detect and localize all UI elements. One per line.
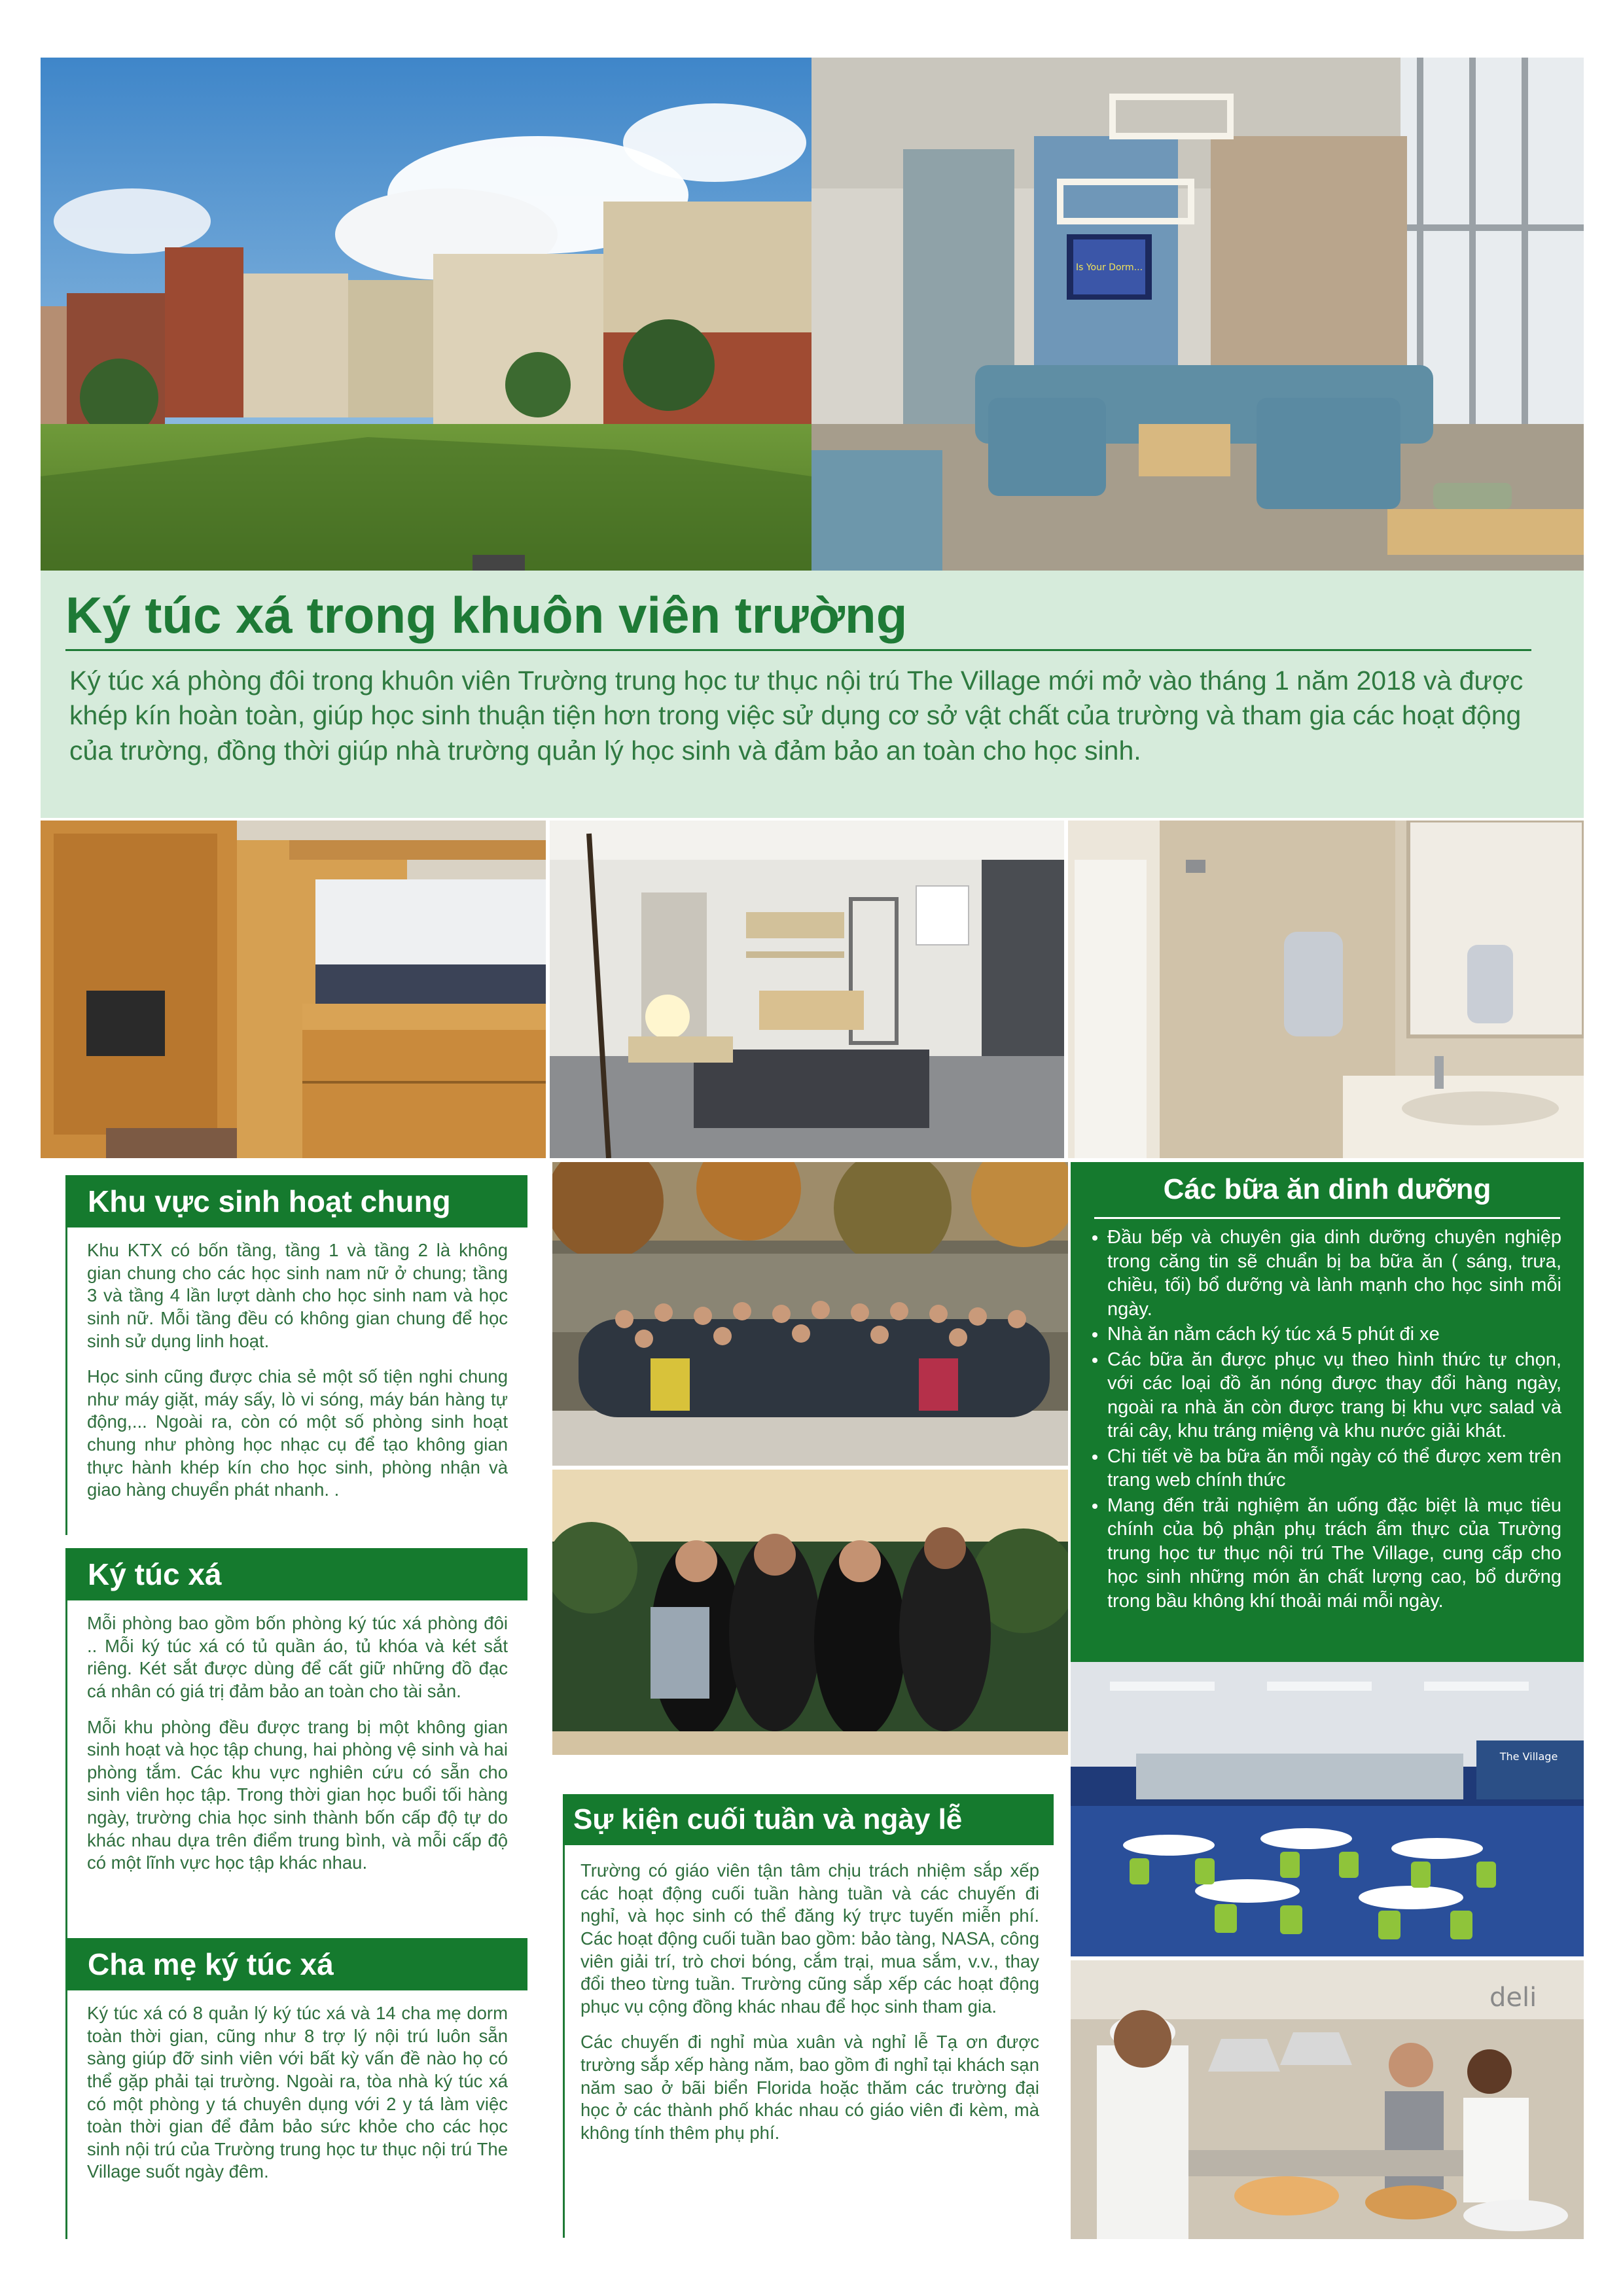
parents-header: Cha mẹ ký túc xá xyxy=(65,1938,527,1990)
study-area-photo xyxy=(550,821,1064,1158)
meals-list-item: • Nhà ăn nằm cách ký túc xá 5 phút đi xe xyxy=(1107,1322,1561,1347)
deli-sign-text: deli xyxy=(1489,1983,1537,2013)
events-text xyxy=(563,1845,1054,2238)
meals-list-item: • Mang đến trải nghiệm ăn uống đặc biệt là mục tiêu chính của bộ phận phụ trách ẩm thực của Trường trung học tư thục nội trú The Village, cung cấp cho học sinh những món ăn chất lượng cao, bổ dưỡng trong bầu không khí thoải mái mỗi ngày. xyxy=(1107,1494,1561,1614)
parents-paragraph-1: Ký túc xá có 8 quản lý ký túc xá và 14 cha mẹ dorm toàn thời gian, cũng như 8 trợ lý nội trú luôn sẵn sàng giúp đỡ sinh viên với bất kỳ vấn đề nào họ có thể gặp phải tại trường. Ngoài ra, tòa nhà ký túc xá có một phòng y tá chuyên dụng với 2 y tá làm việc toàn thời gian để đảm bảo sức khỏe cho các học sinh nội trú của Trường trung học tư thục nội trú The Village suốt ngày đêm. xyxy=(87,2003,508,2182)
bathroom-photo xyxy=(1068,821,1584,1158)
events-header: Sự kiện cuối tuần và ngày lễ xyxy=(563,1794,1054,1845)
dining-hall-photo xyxy=(1071,1662,1584,1956)
events-paragraph-2: Các chuyến đi nghỉ mùa xuân và nghỉ lễ Tạ ơn được trường sắp xếp hàng năm, bao gồm đi nghỉ tại khách sạn năm sao ở bãi biển Florida hoặc thăm các trường đại học ở các thành phố khác nhau có giáo viên đi kèm, mà không tính thêm phụ phí. xyxy=(580,2032,1039,2144)
meals-list xyxy=(1071,1226,1584,1614)
meals-list-item: • Các bữa ăn được phục vụ theo hình thức tự chọn, với các loại đồ ăn nóng được thay đổi hàng ngày, ngoài ra nhà ăn còn được trang bị khu vực salad và trái cây, khu tráng miệng và khu nước giải khát. xyxy=(1107,1348,1561,1443)
parents-text xyxy=(65,1990,527,2239)
meals-header: Các bữa ăn dinh dưỡng xyxy=(1071,1162,1584,1217)
common-area-paragraph-1: Khu KTX có bốn tầng, tầng 1 và tầng 2 là không gian chung cho các học sinh nam nữ ở chung; tầng 3 và tầng 4 lần lượt dành cho học sinh nam và học sinh nữ. Mỗi tầng đều có không gian chung để học sinh sử dụng linh hoạt. xyxy=(87,1240,508,1351)
tv-screen-text: Is Your Dorm... xyxy=(1075,262,1143,273)
meals-section xyxy=(1071,1162,1584,1662)
cafeteria-serving-photo xyxy=(1071,1960,1584,2239)
common-area-text xyxy=(65,1227,527,1535)
dorm-text xyxy=(65,1600,527,1941)
dorm-paragraph-2: Mỗi khu phòng đều được trang bị một không gian sinh hoạt và học tập chung, hai phòng vệ sinh và hai phòng tắm. Các khu vực nghiên cứu có sẵn cho sinh viên học tập. Trong thời gian học buổi tối hàng ngày, trường chia học sinh thành bốn cấp độ tự do khác nhau dựa trên điểm trung bình, và mỗi cấp độ có một lĩnh vực học tập khác nhau. xyxy=(87,1716,508,1873)
campus-exterior-photo xyxy=(41,58,812,571)
village-sign-text: The Village xyxy=(1499,1750,1558,1763)
lounge-photo xyxy=(812,58,1584,571)
meals-list-item: • Chi tiết về ba bữa ăn mỗi ngày có thể được xem trên trang web chính thức xyxy=(1107,1445,1561,1492)
dorm-paragraph-1: Mỗi phòng bao gồm bốn phòng ký túc xá phòng đôi .. Mỗi ký túc xá có tủ quần áo, tủ khóa và két sắt riêng. Két sắt được dùng để cất giữ những đồ đạc cá nhân có giá trị đảm bảo an toàn cho tài sản. xyxy=(87,1613,508,1701)
dorm-header: Ký túc xá xyxy=(65,1548,527,1600)
students-overlook-photo xyxy=(552,1470,1068,1755)
common-area-paragraph-2: Học sinh cũng được chia sẻ một số tiện nghi chung như máy giặt, máy sấy, lò vi sóng, máy bán hàng tự động,... Ngoài ra, còn có một số phòng sinh hoạt chung như phòng học nhạc cụ để tạo không gian thực hành khép kín cho học sinh, phòng nhận và giao hàng chuyển phát nhanh. . xyxy=(87,1366,508,1500)
page-title: Ký túc xá trong khuôn viên trường xyxy=(65,588,1531,651)
events-paragraph-1: Trường có giáo viên tận tâm chịu trách nhiệm sắp xếp các hoạt động cuối tuần hàng tuần và các chuyến đi nghỉ, và học sinh có thể đăng ký trực tuyến miễn phí. Các hoạt động cuối tuần bao gồm: bảo tàng, NASA, công viên giải trí, trò chơi bóng, cắm trại, mua sắm, v.v., thay đổi theo từng tuần. Trường cũng sắp xếp các hoạt động phục vụ cộng đồng khác nhau để học sinh tham gia. xyxy=(580,1860,1039,2017)
dorm-bedroom-photo xyxy=(41,821,546,1158)
common-area-header: Khu vực sinh hoạt chung xyxy=(65,1175,527,1227)
intro-text: Ký túc xá phòng đôi trong khuôn viên Trường trung học tư thục nội trú The Village mới mở vào tháng 1 năm 2018 và được khép kín hoàn toàn, giúp học sinh thuận tiện hơn trong việc sử dụng cơ sở vật chất của trường và tham gia các hoạt động của trường, đồng thời giúp nhà trường quản lý học sinh và đảm bảo an toàn cho học sinh. xyxy=(69,665,1524,766)
group-hike-photo xyxy=(552,1162,1068,1466)
intro-section xyxy=(41,571,1584,818)
meals-list-item: • Đầu bếp và chuyên gia dinh dưỡng chuyên nghiệp trong căng tin sẽ chuẩn bị ba bữa ăn ( sáng, trưa, chiều, tối) bổ dưỡng và lành mạnh cho học sinh mỗi ngày. xyxy=(1107,1226,1561,1321)
